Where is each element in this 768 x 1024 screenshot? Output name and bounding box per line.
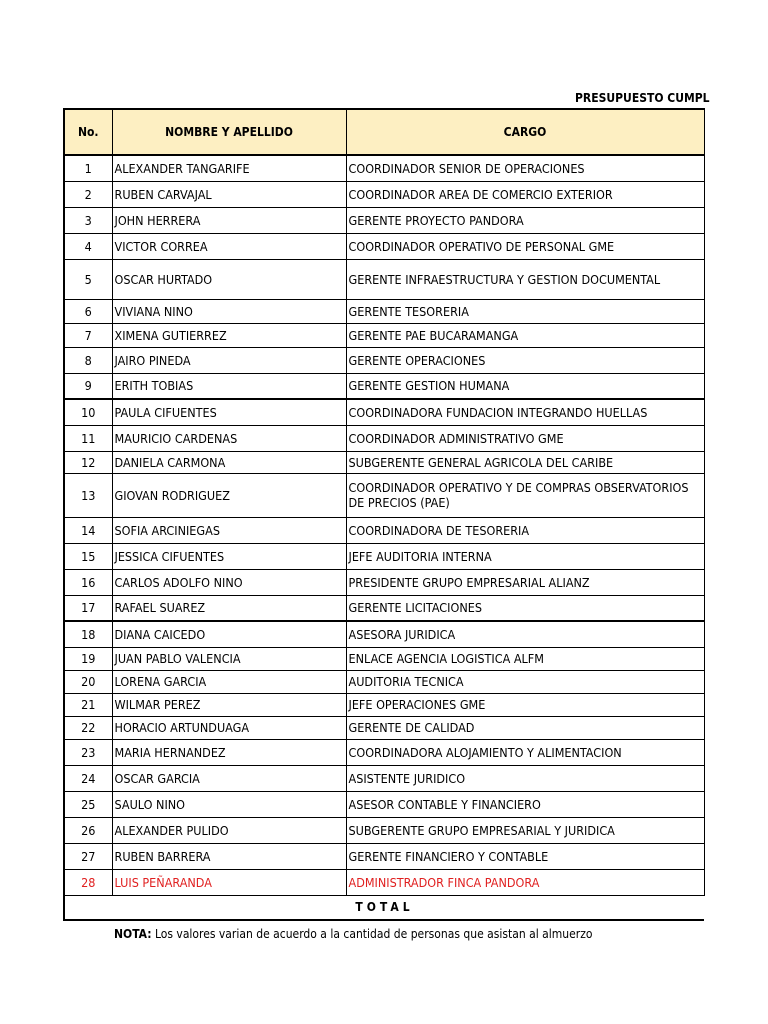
job-title: ASISTENTE JURIDICO (346, 765, 704, 791)
job-title: ENLACE AGENCIA LOGISTICA ALFM (346, 647, 704, 670)
table-body (64, 155, 704, 895)
job-title: COORDINADORA DE TESORERIA (346, 517, 704, 543)
row-number: 4 (64, 233, 112, 259)
job-title: GERENTE TESORERIA (346, 299, 704, 323)
table-row (64, 207, 704, 233)
table-row (64, 347, 704, 373)
table-row (64, 299, 704, 323)
column-header-name: NOMBRE Y APELLIDO (112, 109, 346, 155)
job-title: AUDITORIA TECNICA (346, 670, 704, 693)
person-name: XIMENA GUTIERREZ (112, 323, 346, 347)
table-row (64, 399, 704, 425)
row-number: 18 (64, 621, 112, 647)
table-row (64, 517, 704, 543)
person-name: JESSICA CIFUENTES (112, 543, 346, 569)
total-label: TOTAL (64, 895, 704, 920)
person-name: SOFIA ARCINIEGAS (112, 517, 346, 543)
person-name: JAIRO PINEDA (112, 347, 346, 373)
job-title: GERENTE PAE BUCARAMANGA (346, 323, 704, 347)
row-number: 24 (64, 765, 112, 791)
total-row (64, 895, 704, 920)
job-title: COORDINADOR OPERATIVO Y DE COMPRAS OBSERVATORIOS DE PRECIOS (PAE) (346, 473, 704, 517)
job-title: PRESIDENTE GRUPO EMPRESARIAL ALIANZ (346, 569, 704, 595)
person-name: ALEXANDER TANGARIFE (112, 155, 346, 181)
row-number: 3 (64, 207, 112, 233)
person-name: VICTOR CORREA (112, 233, 346, 259)
job-title: COORDINADOR AREA DE COMERCIO EXTERIOR (346, 181, 704, 207)
table-row (64, 693, 704, 716)
person-name: GIOVAN RODRIGUEZ (112, 473, 346, 517)
job-title: JEFE OPERACIONES GME (346, 693, 704, 716)
table-row (64, 765, 704, 791)
column-header-no: No. (64, 109, 112, 155)
person-name: LUIS PEÑARANDA (112, 869, 346, 895)
table-row (64, 647, 704, 670)
row-number: 9 (64, 373, 112, 399)
row-number: 27 (64, 843, 112, 869)
job-title: GERENTE FINANCIERO Y CONTABLE (346, 843, 704, 869)
table-row (64, 817, 704, 843)
row-number: 17 (64, 595, 112, 621)
person-name: JOHN HERRERA (112, 207, 346, 233)
table-row (64, 451, 704, 473)
table-row (64, 259, 704, 299)
table-row (64, 595, 704, 621)
job-title: GERENTE INFRAESTRUCTURA Y GESTION DOCUMENTAL (346, 259, 704, 299)
row-number: 26 (64, 817, 112, 843)
table-row (64, 425, 704, 451)
person-name: PAULA CIFUENTES (112, 399, 346, 425)
row-number: 2 (64, 181, 112, 207)
person-name: MARIA HERNANDEZ (112, 739, 346, 765)
row-number: 13 (64, 473, 112, 517)
row-number: 21 (64, 693, 112, 716)
table-row (64, 543, 704, 569)
note-label: NOTA: (114, 927, 152, 941)
page-title: PRESUPUESTO CUMPL (575, 91, 710, 105)
job-title: ADMINISTRADOR FINCA PANDORA (346, 869, 704, 895)
footnote (114, 926, 593, 942)
table-row (64, 869, 704, 895)
person-name: OSCAR GARCIA (112, 765, 346, 791)
person-name: LORENA GARCIA (112, 670, 346, 693)
table-row (64, 181, 704, 207)
table-row (64, 155, 704, 181)
person-name: JUAN PABLO VALENCIA (112, 647, 346, 670)
job-title: COORDINADOR OPERATIVO DE PERSONAL GME (346, 233, 704, 259)
person-name: RUBEN CARVAJAL (112, 181, 346, 207)
person-name: DANIELA CARMONA (112, 451, 346, 473)
job-title: GERENTE OPERACIONES (346, 347, 704, 373)
job-title: COORDINADORA ALOJAMIENTO Y ALIMENTACION (346, 739, 704, 765)
person-name: MAURICIO CARDENAS (112, 425, 346, 451)
table-row (64, 569, 704, 595)
person-name: SAULO NINO (112, 791, 346, 817)
job-title: JEFE AUDITORIA INTERNA (346, 543, 704, 569)
row-number: 6 (64, 299, 112, 323)
person-name: WILMAR PEREZ (112, 693, 346, 716)
job-title: COORDINADORA FUNDACION INTEGRANDO HUELLAS (346, 399, 704, 425)
personnel-table (63, 108, 705, 921)
table-row (64, 670, 704, 693)
person-name: HORACIO ARTUNDUAGA (112, 716, 346, 739)
person-name: ALEXANDER PULIDO (112, 817, 346, 843)
row-number: 15 (64, 543, 112, 569)
row-number: 7 (64, 323, 112, 347)
table-row (64, 739, 704, 765)
person-name: VIVIANA NINO (112, 299, 346, 323)
table-row (64, 621, 704, 647)
table-row (64, 791, 704, 817)
note-text: Los valores varian de acuerdo a la cantidad de personas que asistan al almuerzo (151, 927, 593, 941)
person-name: ERITH TOBIAS (112, 373, 346, 399)
job-title: GERENTE DE CALIDAD (346, 716, 704, 739)
row-number: 28 (64, 869, 112, 895)
job-title: ASESOR CONTABLE Y FINANCIERO (346, 791, 704, 817)
row-number: 23 (64, 739, 112, 765)
personnel-table-container (63, 108, 703, 921)
row-number: 1 (64, 155, 112, 181)
table-header-row (64, 109, 704, 155)
person-name: CARLOS ADOLFO NINO (112, 569, 346, 595)
row-number: 16 (64, 569, 112, 595)
job-title: GERENTE LICITACIONES (346, 595, 704, 621)
person-name: RUBEN BARRERA (112, 843, 346, 869)
table-row (64, 473, 704, 517)
table-row (64, 716, 704, 739)
table-row (64, 843, 704, 869)
person-name: OSCAR HURTADO (112, 259, 346, 299)
row-number: 11 (64, 425, 112, 451)
table-row (64, 323, 704, 347)
row-number: 20 (64, 670, 112, 693)
row-number: 14 (64, 517, 112, 543)
person-name: RAFAEL SUAREZ (112, 595, 346, 621)
job-title: SUBGERENTE GRUPO EMPRESARIAL Y JURIDICA (346, 817, 704, 843)
job-title: COORDINADOR ADMINISTRATIVO GME (346, 425, 704, 451)
column-header-cargo: CARGO (346, 109, 704, 155)
row-number: 25 (64, 791, 112, 817)
job-title: SUBGERENTE GENERAL AGRICOLA DEL CARIBE (346, 451, 704, 473)
person-name: DIANA CAICEDO (112, 621, 346, 647)
row-number: 8 (64, 347, 112, 373)
row-number: 19 (64, 647, 112, 670)
row-number: 5 (64, 259, 112, 299)
table-row (64, 233, 704, 259)
job-title: GERENTE PROYECTO PANDORA (346, 207, 704, 233)
row-number: 12 (64, 451, 112, 473)
job-title: COORDINADOR SENIOR DE OPERACIONES (346, 155, 704, 181)
table-row (64, 373, 704, 399)
job-title: GERENTE GESTION HUMANA (346, 373, 704, 399)
job-title: ASESORA JURIDICA (346, 621, 704, 647)
row-number: 10 (64, 399, 112, 425)
row-number: 22 (64, 716, 112, 739)
